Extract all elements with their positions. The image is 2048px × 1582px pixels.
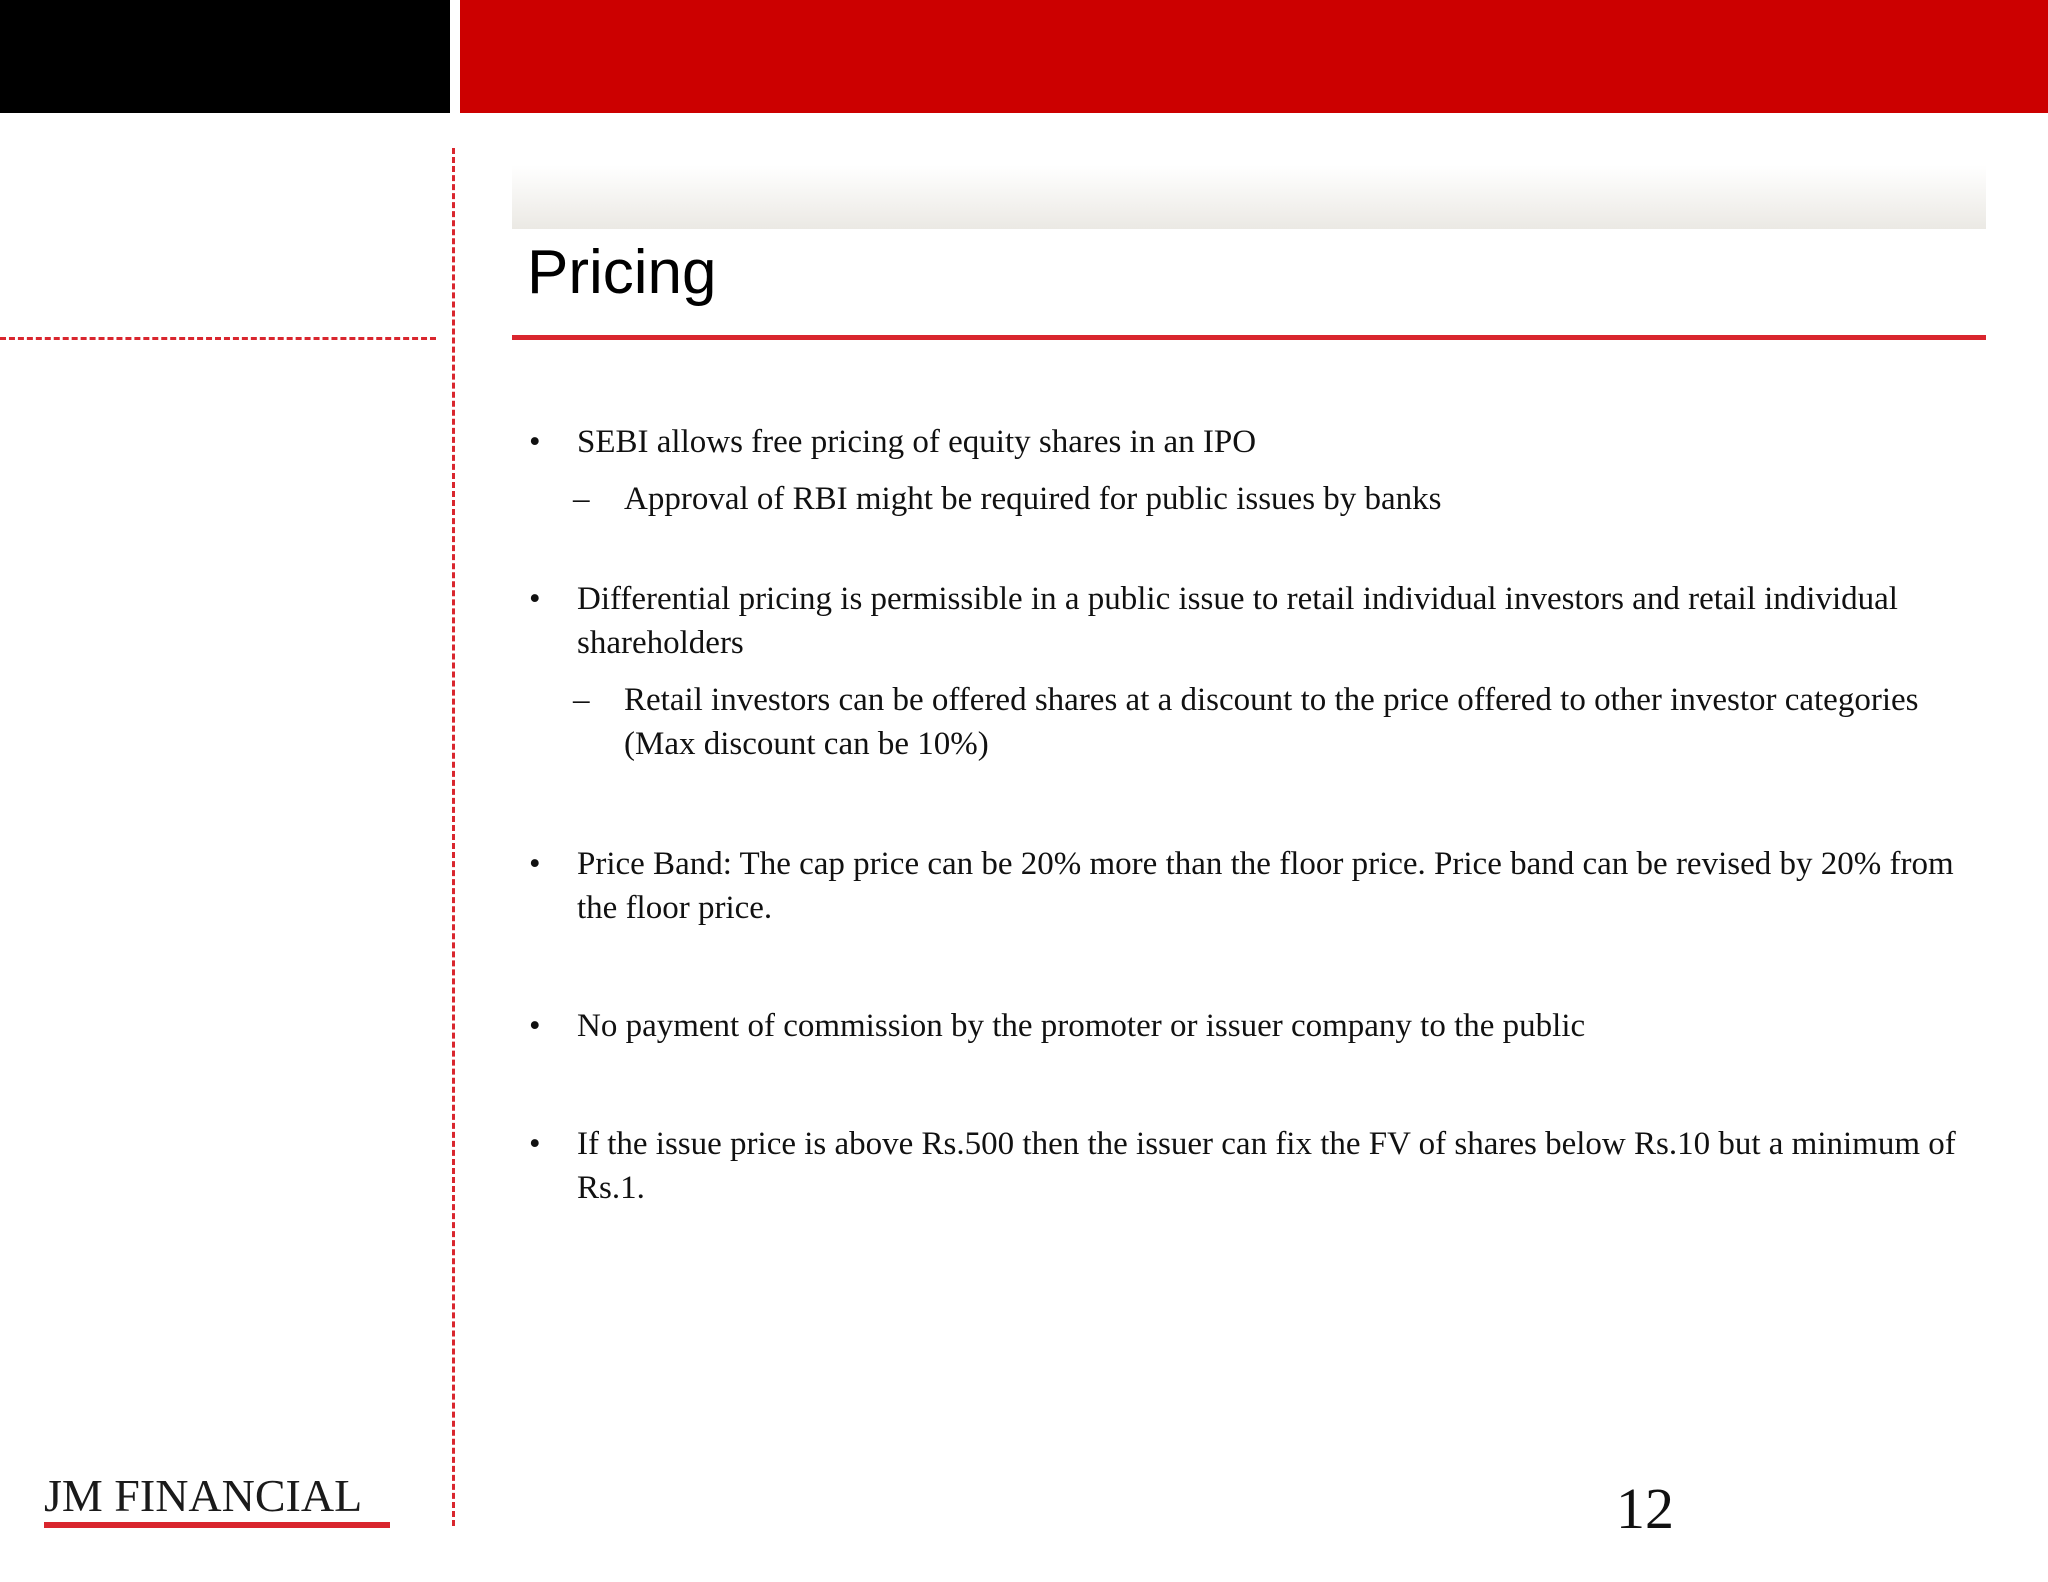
title-underline xyxy=(512,335,1986,340)
sub-bullet-text: Retail investors can be offered shares at a discount to the price offered to other investor categories (Max discount can be 10%) xyxy=(624,682,1919,762)
bullet-item xyxy=(527,1122,1977,1210)
bullet-text: Price Band: The cap price can be 20% more than the floor price. Price band can be revised by 20% from the floor price. xyxy=(577,846,1954,926)
company-logo: JM FINANCIAL xyxy=(44,1470,363,1521)
sub-bullet-item xyxy=(527,678,1977,766)
bullet-text: No payment of commission by the promoter or issuer company to the public xyxy=(577,1008,1586,1044)
header-red-band xyxy=(460,0,2048,113)
bullet-item xyxy=(527,577,1977,665)
vertical-dashed-divider xyxy=(452,148,455,1526)
bullet-mark: • xyxy=(529,846,541,882)
slide-title: Pricing xyxy=(527,238,717,307)
bullet-mark: • xyxy=(529,424,541,460)
sub-bullet-mark: – xyxy=(573,481,590,517)
bullet-item xyxy=(527,1004,1977,1048)
page-number: 12 xyxy=(1616,1476,1674,1541)
bullet-item xyxy=(527,842,1977,930)
logo-underline xyxy=(44,1522,390,1528)
title-gradient-band xyxy=(512,165,1986,229)
bullet-mark: • xyxy=(529,1126,541,1162)
bullet-mark: • xyxy=(529,581,541,617)
sub-bullet-mark: – xyxy=(573,682,590,718)
bullet-list xyxy=(527,420,1977,1210)
bullet-item xyxy=(527,420,1977,464)
bullet-mark: • xyxy=(529,1008,541,1044)
header-black-block xyxy=(0,0,450,113)
sub-bullet-item xyxy=(527,477,1977,521)
horizontal-dashed-divider xyxy=(0,337,436,340)
sub-bullet-text: Approval of RBI might be required for public issues by banks xyxy=(624,481,1442,517)
bullet-text: SEBI allows free pricing of equity shares in an IPO xyxy=(577,424,1257,460)
bullet-text: If the issue price is above Rs.500 then the issuer can fix the FV of shares below Rs.10 but a minimum of Rs.1. xyxy=(577,1126,1956,1206)
bullet-text: Differential pricing is permissible in a public issue to retail individual investors and retail individual shareholders xyxy=(577,581,1898,661)
